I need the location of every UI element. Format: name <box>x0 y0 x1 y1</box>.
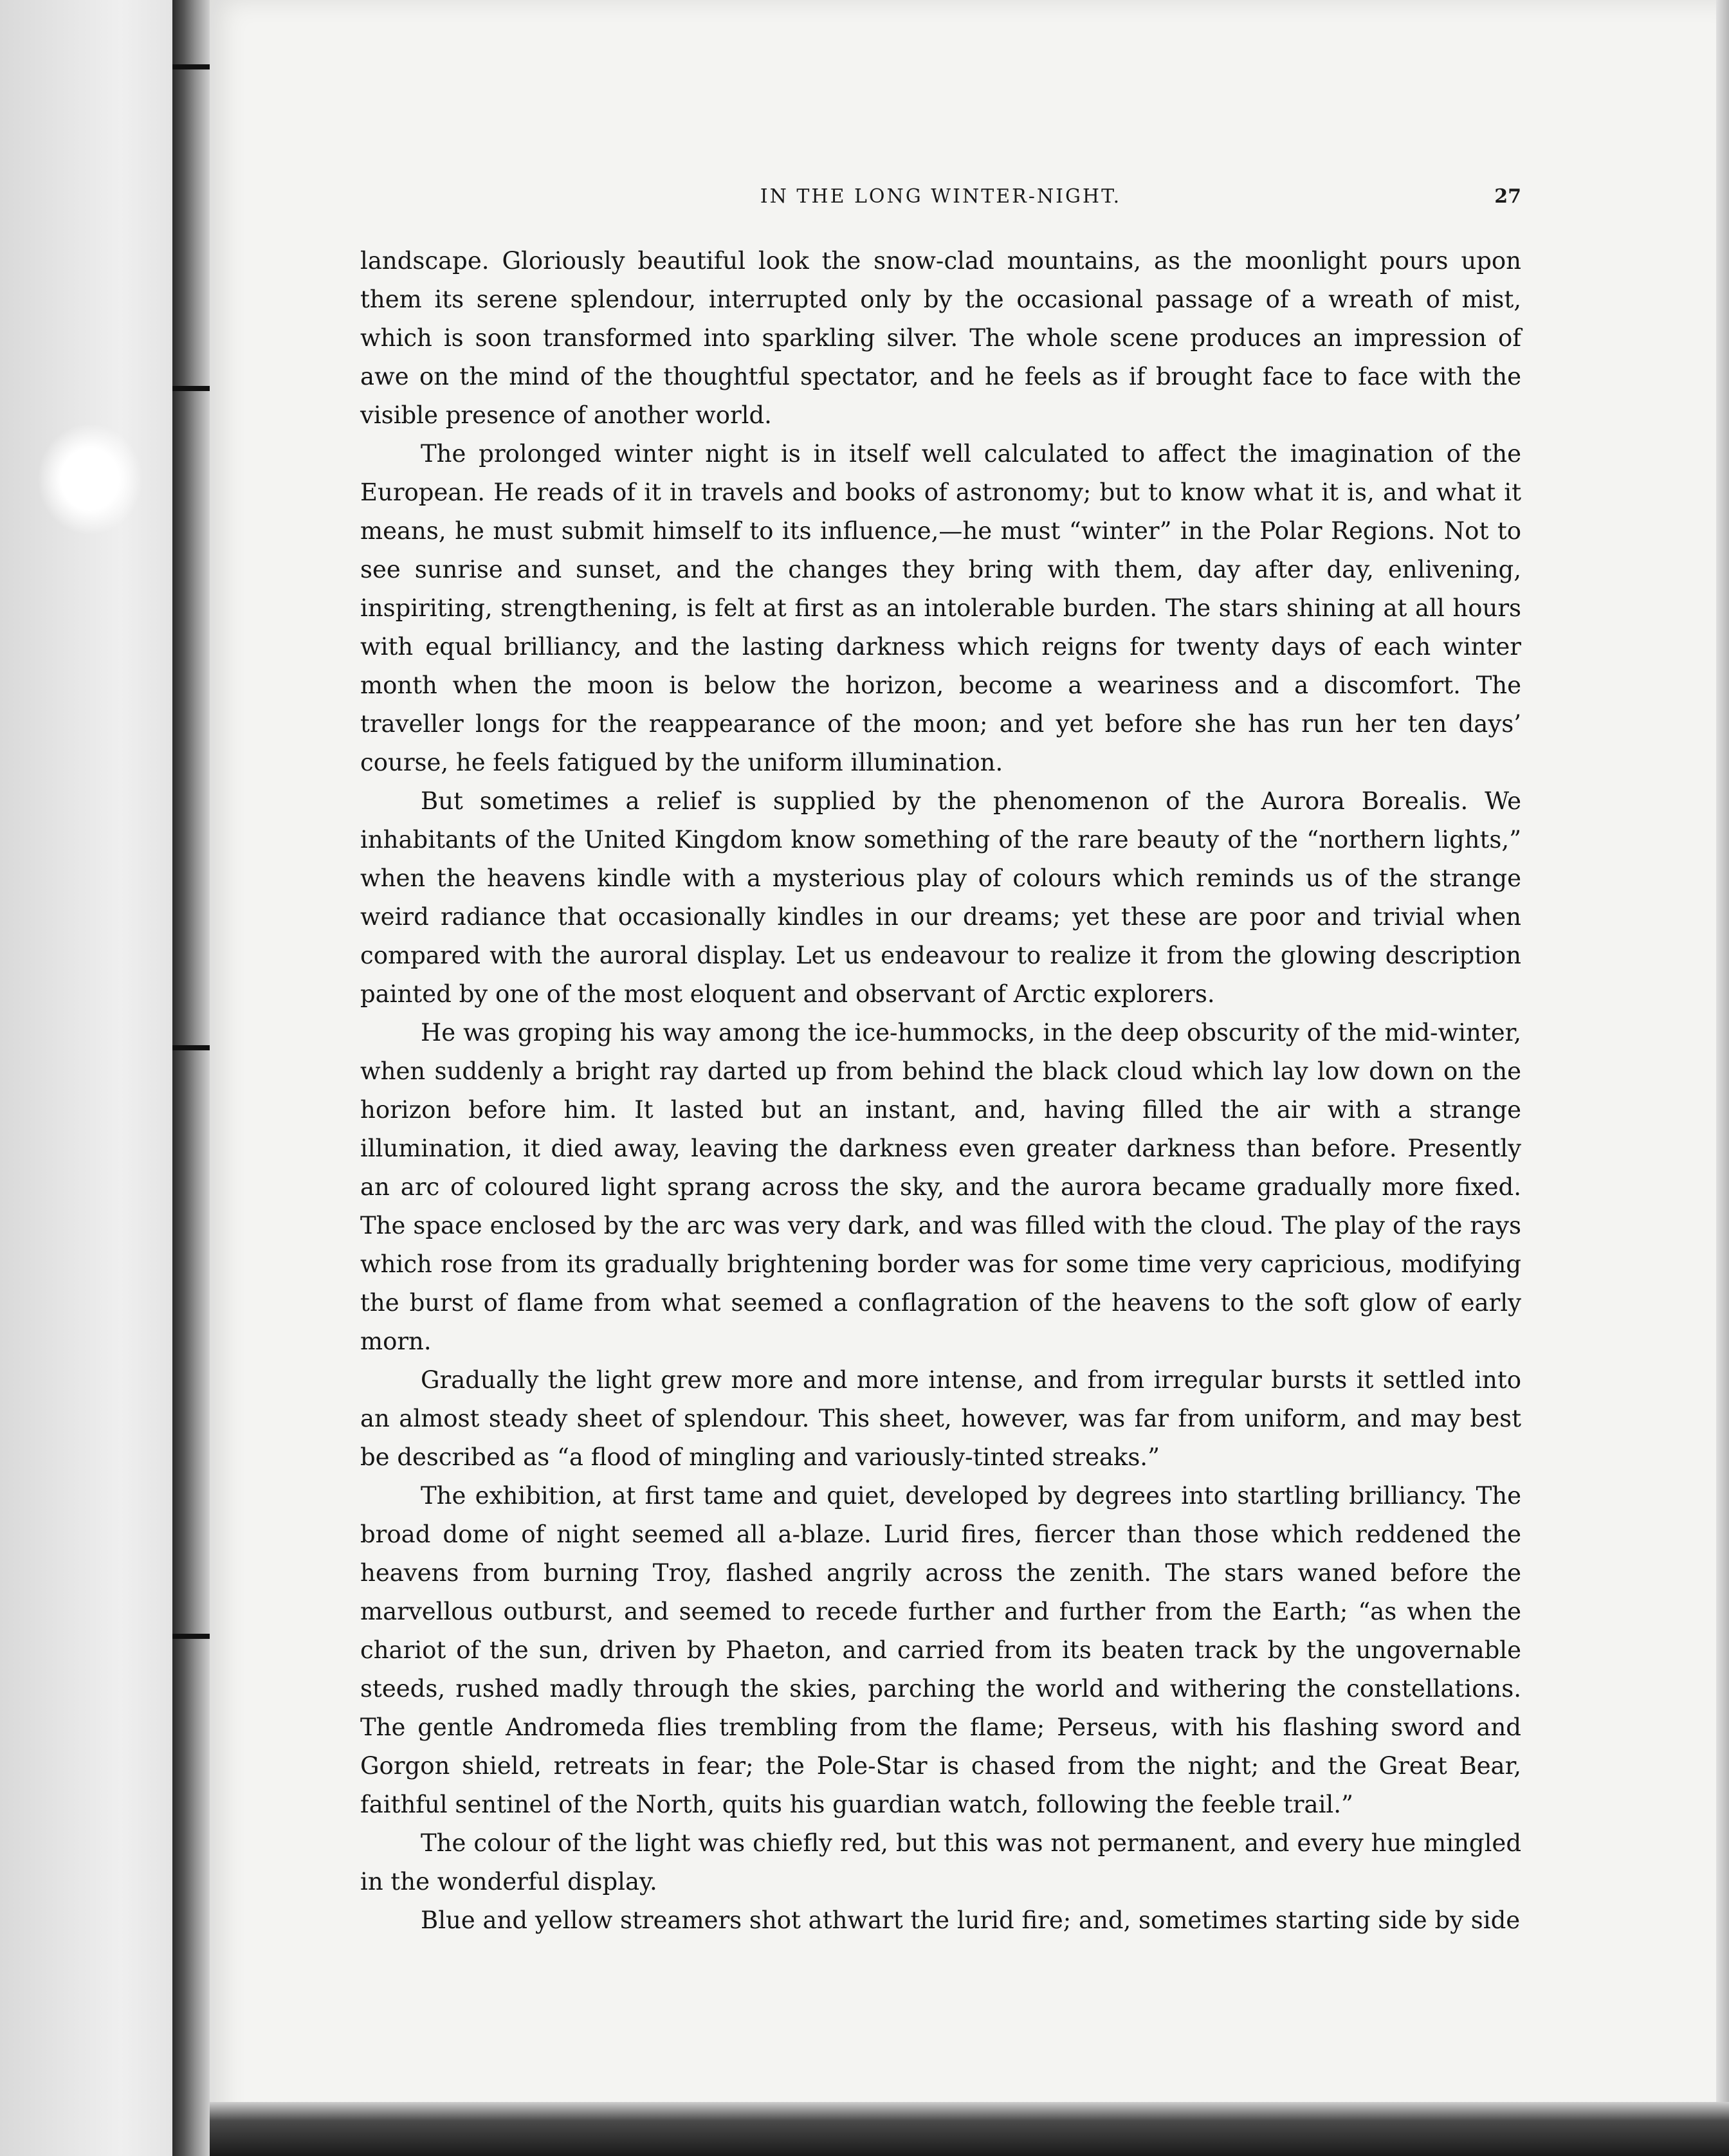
adjacent-page-edge <box>0 0 172 2156</box>
gutter-mark <box>172 386 210 391</box>
body-text <box>360 242 1521 1940</box>
paragraph: Blue and yellow streamers shot athwart the lurid fire; and, sometimes starting side by side <box>421 1906 1521 1934</box>
page-number: 27 <box>1494 185 1521 208</box>
gutter-mark <box>172 64 210 69</box>
paragraph: He was groping his way among the ice-hummocks, in the deep obscurity of the mid-winter, when suddenly a bright ray darted up from behind the black cloud which lay low down on the horizon before him. It lasted but an instant, and, having filled the air with a strange illumination, it died away, leaving the darkness even greater darkness than before. Presently an arc of coloured light sprang across the sky, and the aurora became gradually more fixed. The space enclosed by the arc was very dark, and was filled with the cloud. The play of the rays which rose from its gradually brightening border was for some time very capricious, modifying the burst of flame from what seemed a conflagration of the heavens to the soft glow of early morn. <box>360 1019 1521 1355</box>
gutter-mark <box>172 1045 210 1050</box>
paragraph: Gradually the light grew more and more intense, and from irregular bursts it settled into an almost steady sheet of splendour. This sheet, however, was far from uniform, and may best be described as “a flood of mingling and variously-tinted streaks.” <box>360 1366 1521 1471</box>
gutter-mark <box>172 1634 210 1639</box>
paragraph: landscape. Gloriously beautiful look the snow-clad mountains, as the moonlight pours upon them its serene splendour, interrupted only by the occasional passage of a wreath of mist, which is soon transformed into sparkling silver. The whole scene produces an impression of awe on the mind of the thoughtful spectator, and he feels as if brought face to face with the visible presence of another world. <box>360 247 1521 429</box>
paragraph: But sometimes a relief is supplied by the phenomenon of the Aurora Borealis. We inhabitants of the United Kingdom know something of the rare beauty of the “northern lights,” when the heavens kindle with a mysterious play of colours which reminds us of the strange weird radiance that occasionally kindles in our dreams; yet these are poor and trivial when compared with the auroral display. Let us endeavour to realize it from the glowing description painted by one of the most eloquent and observant of Arctic explorers. <box>360 787 1521 1008</box>
paragraph: The prolonged winter night is in itself well calculated to affect the imagination of the European. He reads of it in travels and books of astronomy; but to know what it is, and what it means, he must submit himself to its influence,—he must “winter” in the Polar Regions. Not to see sunrise and sunset, and the changes they bring with them, day after day, enlivening, inspiriting, strengthening, is felt at first as an intolerable burden. The stars shining at all hours with equal brilliancy, and the lasting darkness which reigns for twenty days of each winter month when the moon is below the horizon, become a weariness and a discomfort. The traveller longs for the reappearance of the moon; and yet before she has run her ten days’ course, he feels fatigued by the uniform illumination. <box>360 440 1521 776</box>
paragraph: The colour of the light was chiefly red, but this was not permanent, and every hue mingled in the wonderful display. <box>360 1829 1521 1896</box>
page-bottom-edge <box>210 2102 1729 2156</box>
paragraph: The exhibition, at first tame and quiet, developed by degrees into startling brilliancy. The broad dome of night seemed all a-blaze. Lurid fires, fiercer than those which reddened the heavens from burning Troy, flashed angrily across the zenith. The stars waned before the marvellous outburst, and seemed to recede further and further from the Earth; “as when the chariot of the sun, driven by Phaeton, and carried from its beaten track by the ungovernable steeds, rushed madly through the skies, parching the world and withering the constellations. The gentle Andromeda flies trembling from the flame; Perseus, with his flashing sword and Gorgon shield, retreats in fear; the Pole-Star is chased from the night; and the Great Bear, faithful sentinel of the North, quits his guardian watch, following the feeble trail.” <box>360 1482 1521 1818</box>
page-header <box>360 185 1521 211</box>
book-gutter <box>172 0 210 2156</box>
scan-smudge <box>39 425 142 534</box>
page-right-edge <box>1716 0 1729 2156</box>
running-title: IN THE LONG WINTER-NIGHT. <box>760 185 1122 208</box>
